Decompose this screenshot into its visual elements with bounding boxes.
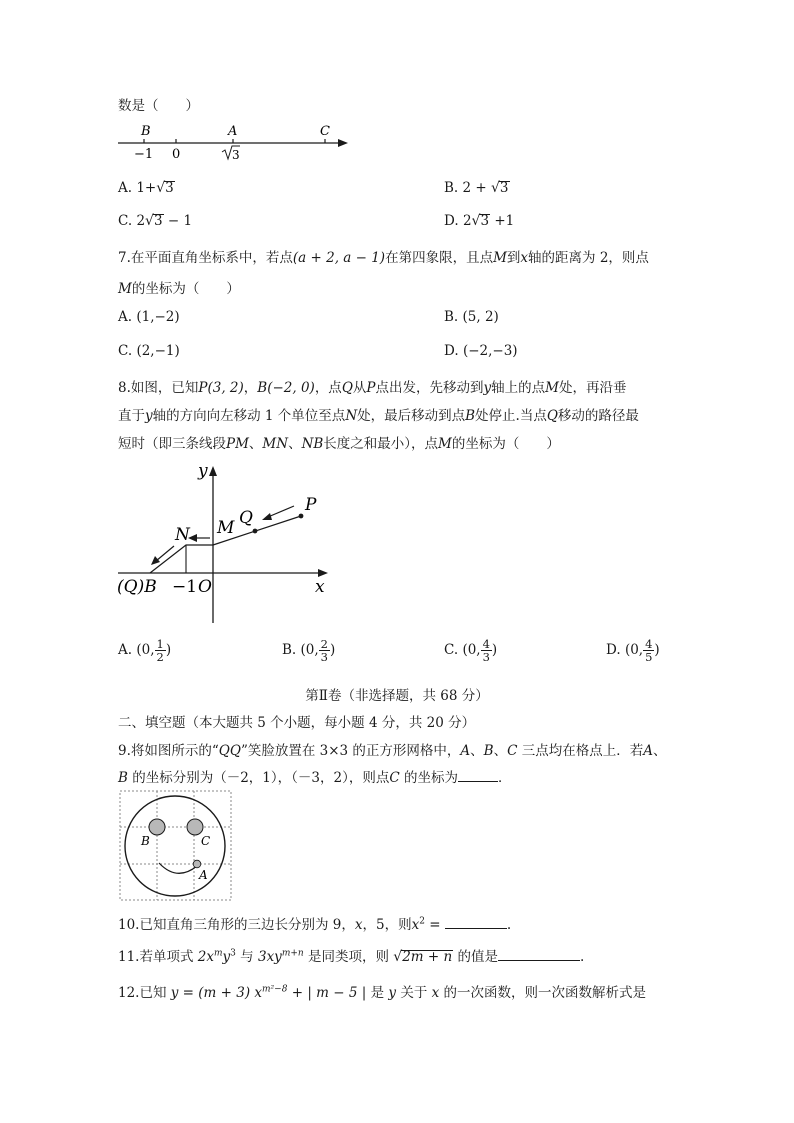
point-A-label: A	[228, 124, 238, 139]
number-line-arrow	[338, 139, 348, 147]
label-O: O	[198, 577, 212, 597]
section-heading: 二、填空题（本大题共 5 个小题，每小题 4 分，共 20 分）	[118, 715, 476, 731]
segment-NB-MN	[150, 545, 213, 573]
q7-option-a[interactable]: A. (1,−2)	[118, 309, 180, 325]
q8-stem-line3: 短时（即三条线段PM、MN、NB长度之和最小），点M的坐标为（ ）	[118, 436, 560, 452]
y-axis-label: y	[198, 461, 208, 481]
q9-smiley-grid	[119, 790, 233, 902]
q9-stem-line2: B 的坐标分别为（－2，1），（－3，2），则点C 的坐标为 ．	[118, 770, 512, 786]
q8-figure	[112, 458, 342, 628]
label-P: P	[305, 495, 317, 515]
tick-minus-one: −1	[134, 147, 154, 162]
point-B-label: B	[141, 124, 151, 139]
label-C: C	[201, 834, 211, 848]
label-M: M	[217, 518, 235, 538]
label-A: A	[199, 868, 208, 882]
arrow-P-to-Q	[268, 506, 294, 517]
q8-stem-line2: 直于y轴的方向向左移动 1 个单位至点N处，最后移动到点B处停止.当点Q移动的路径最	[118, 408, 639, 424]
q7-option-d[interactable]: D. (−2,−3)	[444, 343, 518, 359]
left-eye	[149, 819, 165, 835]
q8-option-c[interactable]: C. (0, $\frac{4}{3}$ )	[444, 637, 498, 665]
smile	[159, 863, 197, 873]
point-C-label: C	[320, 124, 330, 139]
q7-stem-line1: 7.在平面直角坐标系中，若点(a + 2, a − 1)在第四象限，且点M到x轴的距离为 2，则点	[118, 250, 649, 266]
label-Q: Q	[239, 508, 253, 528]
tick-zero: 0	[172, 147, 181, 162]
q6-option-d[interactable]: D. 2√3 +1	[444, 213, 515, 229]
q9-answer-blank[interactable]	[458, 769, 498, 782]
tick-sqrt3: 3	[232, 148, 240, 162]
label-minus-one: −1	[172, 577, 198, 597]
q11-answer-blank[interactable]	[498, 948, 580, 961]
q6-stem-tail: 数是（ ）	[118, 98, 199, 114]
q7-stem-line2: M的坐标为（ ）	[118, 281, 240, 297]
point-P	[299, 514, 304, 519]
label-QB: (Q)B	[117, 577, 157, 597]
q6-option-a[interactable]: A. 1+√3	[118, 180, 174, 196]
grid-border	[120, 791, 231, 900]
q10-answer-blank[interactable]	[445, 916, 507, 929]
label-N: N	[175, 525, 190, 545]
q8-option-d[interactable]: D. (0, $\frac{4}{5}$ )	[606, 637, 660, 665]
q6-number-line	[112, 118, 362, 168]
point-Q	[253, 529, 258, 534]
q7-option-c[interactable]: C. (2,−1)	[118, 343, 180, 359]
q11-stem: 11.若单项式 $2x^my^3$ 与 $3xy^{m+n}$ 是同类项，则 √2m + n 的值是 .	[118, 948, 585, 965]
section-title: 第Ⅱ卷（非选择题，共 68 分）	[305, 688, 489, 704]
x-axis-label: x	[315, 577, 325, 597]
q6-option-c[interactable]: C. 2√3 − 1	[118, 213, 193, 229]
q8-stem-line1: 8.如图，已知P(3, 2)，B(−2, 0)，点Q从P点出发，先移动到y轴上的点M处，再沿垂	[118, 380, 627, 396]
label-B: B	[141, 834, 150, 848]
q6-option-b[interactable]: B. 2 + √3	[444, 180, 509, 196]
q12-stem: 12.已知 y = (m + 3) $x^{m^2-8}$ + | m − 5 | 是 y 关于 x 的一次函数，则一次函数解析式是	[118, 984, 647, 1001]
q10-stem: 10.已知直角三角形的三边长分别为 9，x，5，则$x^2$ = .	[118, 916, 512, 933]
arrow-N-to-B	[156, 546, 174, 561]
right-eye	[187, 819, 203, 835]
q9-stem-line1: 9.将如图所示的“QQ”笑脸放置在 3×3 的正方形网格中，A、B、C 三点均在格点上．若A、	[118, 743, 667, 759]
point-A	[193, 860, 201, 868]
q8-option-a[interactable]: A. (0, $\frac{1}{2}$ )	[118, 637, 172, 665]
q7-option-b[interactable]: B. (5, 2)	[444, 309, 499, 325]
q8-option-b[interactable]: B. (0, $\frac{2}{3}$ )	[282, 637, 336, 665]
